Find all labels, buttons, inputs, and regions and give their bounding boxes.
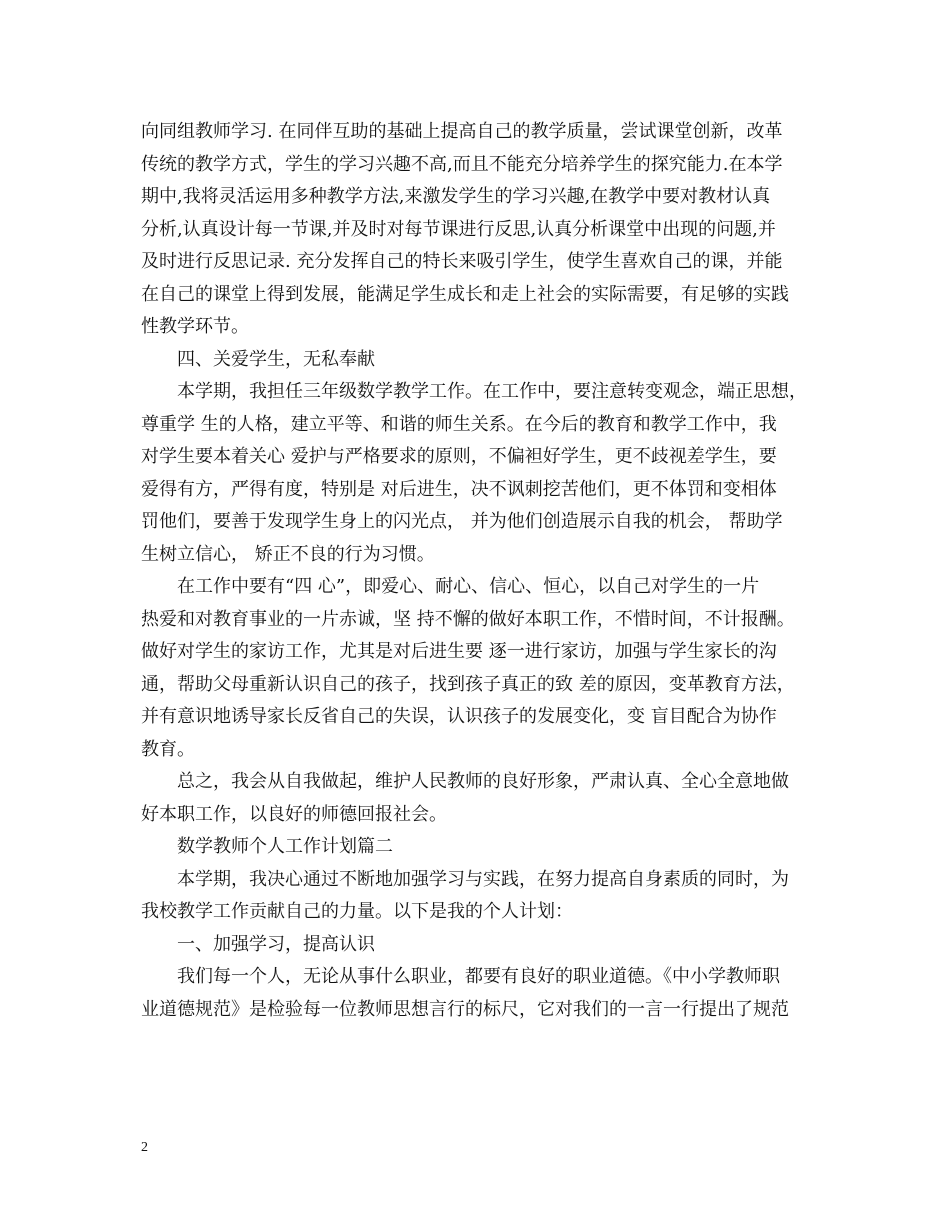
text-line: 总之，我会从自我做起，维护人民教师的良好形象，严肃认真、全心全意地做 [177, 771, 789, 792]
text-line: 我校教学工作贡献自己的力量。以下是我的个人计划： [141, 901, 573, 922]
text-line: 罚他们，要善于发现学生身上的闪光点， 并为他们创造展示自我的机会， 帮助学 [141, 511, 783, 532]
text-line: 本学期，我担任三年级数学教学工作。在工作中，要注意转变观念，端正思想， [177, 381, 807, 402]
page-number: 2 [141, 1140, 148, 1155]
text-line: 并有意识地诱导家长反省自己的失误，认识孩子的发展变化，变 盲目配合为协作 [141, 706, 777, 727]
text-line: 好本职工作，以良好的师德回报社会。 [141, 803, 447, 825]
text-line: 在工作中要有“四 心”，即爱心、耐心、信心、恒心，以自己对学生的一片 [177, 576, 760, 597]
text-line: 对学生要本着关心 爱护与严格要求的原则，不偏袒好学生，更不歧视差学生，要 [141, 446, 777, 467]
text-line: 生树立信心， 矫正不良的行为习惯。 [141, 543, 435, 565]
text-line: 做好对学生的家访工作，尤其是对后进生要 逐一进行家访，加强与学生家长的沟 [141, 641, 777, 662]
body-text [141, 116, 813, 1026]
text-line: 四、关爱学生，无私奉献 [177, 348, 375, 370]
text-line: 性教学环节。 [141, 316, 249, 337]
text-line: 本学期，我决心通过不断地加强学习与实践，在努力提高自身素质的同时，为 [177, 868, 789, 890]
text-line: 期中,我将灵活运用多种教学方法,来激发学生的学习兴趣,在教学中要对教材认真 [141, 186, 771, 207]
text-line: 数学教师个人工作计划篇二 [177, 836, 393, 857]
text-line: 向同组教师学习. 在同伴互助的基础上提高自己的教学质量，尝试课堂创新，改革 [141, 121, 783, 142]
text-line: 一、加强学习，提高认识 [177, 933, 375, 955]
text-line: 爱得有方，严得有度，特别是 对后进生，决不讽刺挖苦他们，更不体罚和变相体 [141, 478, 777, 500]
text-line: 通，帮助父母重新认识自己的孩子，找到孩子真正的致 差的原因，变革教育方法， [141, 673, 795, 695]
text-line: 传统的教学方式，学生的学习兴趣不高,而且不能充分培养学生的探究能力.在本学 [141, 153, 783, 175]
text-line: 分析,认真设计每一节课,并及时对每节课进行反思,认真分析课堂中出现的问题,并 [141, 218, 776, 240]
text-line: 教育。 [141, 738, 195, 760]
text-line: 热爱和对教育事业的一片赤诚，坚 持不懈的做好本职工作，不惜时间，不计报酬。 [141, 608, 795, 630]
text-line: 在自己的课堂上得到发展，能满足学生成长和走上社会的实际需要，有足够的实践 [141, 283, 789, 305]
text-line: 我们每一个人，无论从事什么职业，都要有良好的职业道德。《中小学教师职 [177, 966, 780, 987]
text-line: 尊重学 生的人格，建立平等、和谐的师生关系。在今后的教育和教学工作中，我 [141, 413, 777, 435]
text-line: 业道德规范》是检验每一位教师思想言行的标尺，它对我们的一言一行提出了规范 [141, 998, 789, 1020]
text-line: 及时进行反思记录. 充分发挥自己的特长来吸引学生，使学生喜欢自己的课，并能 [141, 251, 783, 272]
